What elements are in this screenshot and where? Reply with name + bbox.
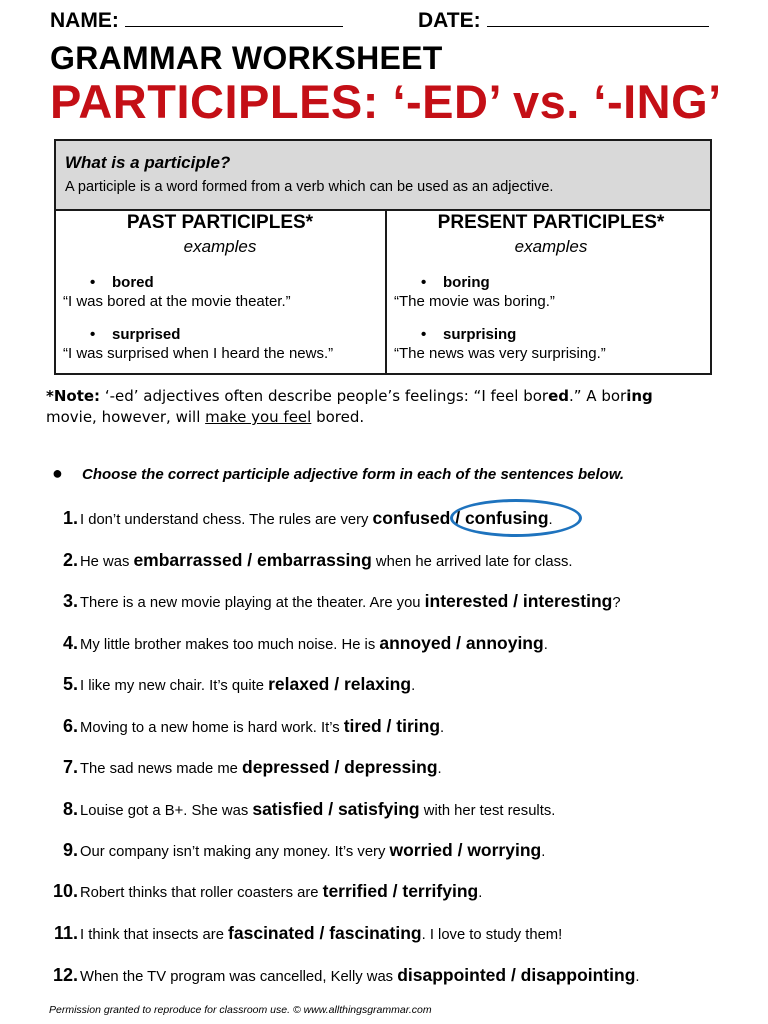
question-number: 11. <box>53 923 78 943</box>
note-emphasis-ing: ing <box>626 387 653 405</box>
question-item <box>44 757 442 778</box>
option-separator: / <box>450 508 465 528</box>
note-paragraph <box>46 386 726 428</box>
instruction-text: Choose the correct participle adjective form in each of the sentences below. <box>82 466 625 483</box>
date-label: DATE: <box>418 9 481 32</box>
option-ed[interactable]: interested <box>424 591 509 611</box>
question-text: He was <box>80 554 134 570</box>
option-ed[interactable]: tired <box>343 716 382 736</box>
option-ed[interactable]: fascinated <box>228 923 315 943</box>
question-ending: . <box>635 969 640 985</box>
footer-permission: Permission granted to reproduce for classroom use. © www.allthingsgrammar.com <box>49 1004 432 1016</box>
note-text-3: movie, however, will <box>46 408 206 426</box>
name-blank[interactable] <box>125 6 343 27</box>
question-text: My little brother makes too much noise. He is <box>80 637 380 653</box>
question-ending: with her test results. <box>419 803 556 819</box>
question-number: 5. <box>62 674 78 694</box>
option-separator: / <box>387 881 403 901</box>
option-ing[interactable]: embarrassing <box>257 550 372 570</box>
note-emphasis-ed: ed <box>548 387 569 405</box>
option-separator: / <box>451 633 466 653</box>
option-ed[interactable]: terrified <box>322 881 388 901</box>
question-text: I like my new chair. It’s quite <box>80 678 269 694</box>
worksheet-title: GRAMMAR WORKSHEET <box>50 40 443 76</box>
option-ing[interactable]: worrying <box>467 840 542 860</box>
question-ending: . <box>548 512 553 528</box>
question-ending: ? <box>612 595 621 611</box>
option-ed[interactable]: satisfied <box>252 799 324 819</box>
question-text: When the TV program was cancelled, Kelly was <box>80 969 398 985</box>
option-ing[interactable]: relaxing <box>343 674 412 694</box>
question-item <box>44 591 621 612</box>
option-ing[interactable]: depressing <box>344 757 438 777</box>
question-number: 6. <box>62 716 78 736</box>
question-item <box>44 923 562 944</box>
option-separator: / <box>329 674 344 694</box>
question-item <box>44 881 482 902</box>
present-example-word-2: • surprising <box>421 326 516 343</box>
question-ending: . <box>543 637 548 653</box>
present-example-sentence-2: “The news was very surprising.” <box>394 345 606 362</box>
question-text: Moving to a new home is hard work. It’s <box>80 720 344 736</box>
question-ending: when he arrived late for class. <box>371 554 573 570</box>
option-ed[interactable]: annoyed <box>379 633 452 653</box>
past-participles-column <box>56 211 384 375</box>
option-ing[interactable]: tiring <box>396 716 441 736</box>
question-ending: . <box>437 761 442 777</box>
question-text: I think that insects are <box>80 927 229 943</box>
option-separator: / <box>323 799 338 819</box>
question-text: Our company isn’t making any money. It’s very <box>80 844 390 860</box>
option-separator: / <box>506 965 521 985</box>
past-example-word-1: • bored <box>90 274 154 291</box>
name-field[interactable] <box>50 6 343 33</box>
question-number: 10. <box>52 881 78 901</box>
note-text-1: ‘-ed’ adjectives often describe people’s feelings: “I feel bor <box>100 387 549 405</box>
question-number: 12. <box>52 965 78 985</box>
note-label: *Note: <box>46 387 101 405</box>
question-item <box>44 674 415 695</box>
question-number: 8. <box>62 799 78 819</box>
question-number: 1. <box>62 508 78 528</box>
question-item <box>44 508 553 529</box>
question-item <box>44 799 555 820</box>
question-text: Louise got a B+. She was <box>80 803 253 819</box>
question-item <box>44 965 640 986</box>
answer-circle-mark <box>450 499 582 537</box>
option-ing[interactable]: disappointing <box>520 965 636 985</box>
option-ed[interactable]: disappointed <box>397 965 507 985</box>
question-text: Robert thinks that roller coasters are <box>80 885 323 901</box>
question-item <box>44 716 444 737</box>
question-ending: . <box>478 885 483 901</box>
main-title: PARTICIPLES: ‘-ED’ vs. ‘-ING’ <box>50 75 722 128</box>
question-number: 2. <box>62 550 78 570</box>
question-item <box>44 840 545 861</box>
present-example-sentence-1: “The movie was boring.” <box>394 293 555 310</box>
question-item <box>44 550 572 571</box>
question-number: 4. <box>62 633 78 653</box>
instruction <box>52 463 624 484</box>
option-separator: / <box>508 591 523 611</box>
note-text-2: .” A bor <box>568 387 627 405</box>
question-text: There is a new movie playing at the theater. Are you <box>80 595 425 611</box>
definition-question: What is a participle? <box>65 153 231 172</box>
option-ing[interactable]: fascinating <box>329 923 422 943</box>
option-separator: / <box>452 840 468 860</box>
note-text-4: bored. <box>311 408 365 426</box>
definition-header <box>56 141 710 211</box>
date-field[interactable] <box>418 6 709 33</box>
question-ending: . I love to study them! <box>421 927 563 943</box>
option-ing[interactable]: confusing <box>464 508 549 528</box>
option-ing[interactable]: terrifying <box>402 881 479 901</box>
circled-answer[interactable] <box>465 508 549 528</box>
option-separator: / <box>329 757 345 777</box>
past-example-sentence-1: “I was bored at the movie theater.” <box>63 293 291 310</box>
option-separator: / <box>381 716 397 736</box>
present-example-word-1: • boring <box>421 274 490 291</box>
present-subtitle: examples <box>514 237 588 256</box>
option-ed[interactable]: confused <box>372 508 451 528</box>
present-title: PRESENT PARTICIPLES* <box>437 212 665 233</box>
name-label: NAME: <box>50 9 119 32</box>
option-ed[interactable]: embarrassed <box>133 550 243 570</box>
option-ed[interactable]: relaxed <box>268 674 330 694</box>
option-separator: / <box>242 550 258 570</box>
option-separator: / <box>314 923 330 943</box>
question-ending: . <box>411 678 416 694</box>
past-title: PAST PARTICIPLES* <box>126 212 314 233</box>
question-text: The sad news made me <box>80 761 243 777</box>
past-example-sentence-2: “I was surprised when I heard the news.” <box>63 345 334 362</box>
definition-text: A participle is a word formed from a verb which can be used as an adjective. <box>65 179 554 195</box>
present-participles-column <box>387 211 715 375</box>
note-underlined: make you feel <box>205 408 312 426</box>
definition-box <box>54 139 712 375</box>
date-blank[interactable] <box>487 6 709 27</box>
question-number: 9. <box>62 840 78 860</box>
option-ing[interactable]: satisfying <box>337 799 420 819</box>
question-ending: . <box>440 720 445 736</box>
option-ed[interactable]: depressed <box>242 757 330 777</box>
question-ending: . <box>541 844 546 860</box>
option-ing[interactable]: annoying <box>465 633 544 653</box>
question-text: I don’t understand chess. The rules are very <box>80 512 373 528</box>
option-ed[interactable]: worried <box>389 840 453 860</box>
question-number: 3. <box>62 591 78 611</box>
question-item <box>44 633 548 654</box>
past-example-word-2: • surprised <box>90 326 180 343</box>
option-ing[interactable]: interesting <box>522 591 613 611</box>
question-number: 7. <box>62 757 78 777</box>
past-subtitle: examples <box>183 237 257 256</box>
bullet-icon: ● <box>52 463 63 483</box>
